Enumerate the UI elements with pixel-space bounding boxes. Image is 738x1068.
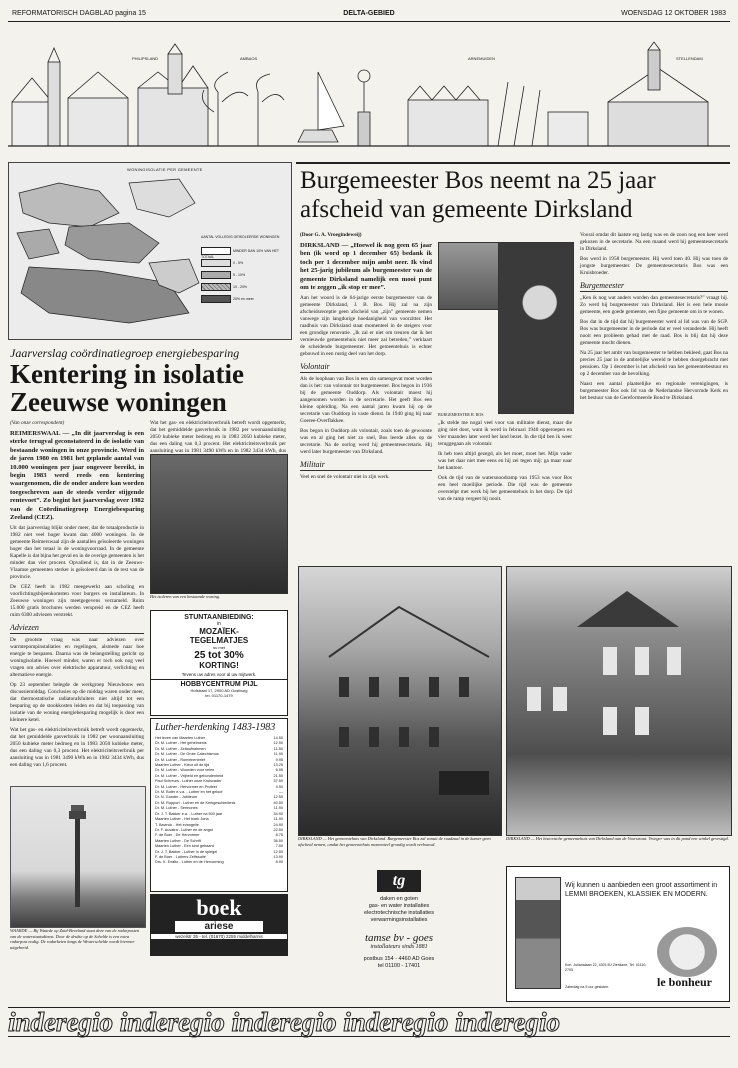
ad-text: TEGELMATJES [189, 636, 249, 645]
article-paragraph: „Ken ik nog wat anders worden dan gemeentesecretaris?” vraagt hij. Zo werd hij burgemeester van Dirksland. Het is een hele mooie gemeente, een goede gemeente, een fijne gemeente om in te wonen. [580, 295, 728, 315]
book-price: 40.50 [273, 800, 283, 805]
article-subhead: Burgemeester [580, 281, 728, 292]
legend-swatch [201, 247, 231, 255]
book-list [151, 736, 287, 866]
article-paragraph: De grootste vraag was naar adviezen over warmtepompinstallaties en regelingen, alsmede naar hoe energie te besparen. Daarna was de belangstelling gericht op woningisolatie. Hoewel minder, waren er toch ook nog veel vragen om advies over elektrische apparatuur, verlichting en alternatieve energie. [10, 637, 144, 679]
book-price: 11.90 [273, 806, 283, 811]
legend-item: 0 - 5% [233, 260, 244, 265]
radar-tower-photo [10, 786, 146, 928]
article-credit: (Door G. A. Vroegindeweij) [300, 232, 362, 238]
book-price: 37.50 [273, 779, 283, 784]
isolation-map [8, 162, 292, 340]
ad-tagline: installateurs sinds 1881 [370, 944, 428, 950]
article-paragraph: Ook de tijd van de watersnoodramp van 1953 was voor Bos een heel moeilijke periode. Die tijd was de gemeente overstelpt met werk bij het gemeentehuis in het dorp. De tijd van de ramp vergeet hij nooit. [438, 475, 572, 502]
historic-building-drawing [507, 567, 731, 835]
tower-drawing [11, 787, 145, 927]
article-paragraph: Bos werd in 1958 burgemeester. Hij werd toen 40. Hij was toen de jongste burgemeester. De gemeentesecretaris Bos was een Kruisbroeder. [580, 256, 728, 276]
book-title: Dr. M. Luther - De Grote Catechismus [155, 752, 219, 757]
ad-tamse [300, 866, 498, 1000]
book-price: 12.50 [273, 849, 283, 854]
article-paragraph: „Ik stelde me nogal veel voor van militaire dienst, maar die ging niet door, want ik werd in februari 1940 opgeroepen en vier maanden later werd het land bezet. In die tijd ben ik weer teruggegaan als volontair. [438, 420, 572, 447]
book-title: Dr. M. Luther - Woorden voor velen [155, 768, 215, 773]
legend-swatch [201, 295, 231, 303]
ad-text: Tevens uw adres voor al uw mijtwerk. [181, 672, 257, 677]
book-title: Dr. M. Luther - Vrijheid en gebondenheid [155, 773, 224, 778]
article-paragraph: Wat het gas- en elektriciteitsverbruik betreft wordt opgemerkt, dat het gemiddelde gasverbruik in 1982 per woonaansluiting 2050 kubieke meter bedroeg en in 1983 2050 kubieke meter, dus een daling van 0,3 procent. Het elektriciteitsverbruik per aansluiting was in 1981 3490 kWh en in 1982 3434 kWh, dus een daling van 1,6 procent. [10, 727, 144, 769]
insulation-photo [150, 454, 288, 594]
header-left: REFORMATORISCH DAGBLAD pagina 15 [12, 10, 146, 17]
ad-le-bonheur [506, 866, 730, 1002]
banner-label: AMBAOS [240, 56, 258, 61]
right-headline: Burgemeester Bos neemt na 25 jaar afscheid van gemeente Dirksland [300, 167, 656, 223]
ad-hobbycentrum-pijl [150, 610, 288, 716]
book-title: F. de Boer - De Hervormer [155, 833, 200, 838]
book-price: 11.50 [273, 746, 283, 751]
book-title: Maarten Luther - Kleur uit de tijd [155, 763, 210, 768]
legend-item: 5 - 10% [233, 272, 246, 277]
ad-phone: tel. 01170-1479 [205, 693, 233, 698]
ad-text: MOZAÏEK- [199, 627, 239, 636]
book-price: 36.50 [273, 838, 283, 843]
ad-name: ariese [175, 921, 263, 932]
right-col1 [300, 232, 432, 562]
banner-label: STELLENDAM [676, 56, 703, 61]
article-paragraph: Aan het woord is de 64-jarige eerste burgemeester van de gemeente Dirksland, J. B. Bos. Hij zal na zijn afscheidsreceptie geen afscheid van „zijn” gemeente nemen vanwege zijn langdurige hoedanigheid van voorzitter. Het raadhuis van Dirksland staat momenteel in de steigers voor een grondige renovatie. „Ik zal er niet om treuren dat ik het vernieuwde gemeentehuis niet meer zal betreden,” verklaart de scheidende burgemeester. Het gemeentehuis is echter gebouwd in een rustig deel van het dorp. [300, 295, 432, 358]
banner-label: PHILIPSLAND [132, 56, 159, 61]
book-price: 12.50 [273, 795, 283, 800]
ad-text: KORTING! [199, 661, 239, 670]
article-paragraph: Bos dat in de tijd dat hij burgemeester werd al lid was van de SGP. Bos was burgemeester in de periode dat er veel veranderde. Hij heeft nooit een probleem gehad met de raad. Bos is blij dat hij deze gemeente mocht dienen. [580, 319, 728, 346]
book-title: Dr. M. Rupport - Luther en de Kerkgeschiedenis [155, 800, 236, 805]
tamse-logo: tg [377, 870, 421, 892]
historic-building-photo [506, 566, 732, 836]
book-price: 4.90 [275, 784, 283, 789]
book-title: Dr. N. Gunder - Jubileum [155, 795, 197, 800]
ad-discount: 25 tot 30% [194, 650, 244, 661]
ad-name: le bonheur [657, 975, 713, 989]
article-subhead: Volontair [300, 362, 432, 373]
ad-boek-ariese [150, 894, 288, 956]
ad-address: Hofstraat 17, 2900 AD Oostburg [190, 688, 248, 693]
article-headline: Kentering in isolatie Zeeuwse woningen [10, 359, 244, 417]
mayor-portrait [498, 242, 574, 414]
book-list-item [155, 860, 283, 865]
article-lead: DIRKSLAND — „Hoewel ik nog geen 65 jaar ben (ik word op 1 december 65) bedank ik toch per 1 december mijn ambt neer. Ik vind het 25-jarig jubileum als burgemeester van de gemeente Dirksland namelijk een mooi punt om te zeggen „ik stop er mee”. [300, 242, 432, 292]
ad-title: Luther-herdenking 1483-1983 [155, 722, 276, 733]
book-title: Dr. J. T. Bakker e.a. - Luther na 500 jaar [155, 811, 223, 816]
ad-name: tamse bv - goes [364, 932, 434, 944]
legend-item: 10 - 20% [233, 284, 248, 289]
article-paragraph: Veel en snel de volontair niet in zijn werk. [300, 474, 390, 481]
book-title: Drs. K. Exalto - Luther en de Hervorming [155, 860, 224, 865]
legend-swatch [201, 259, 231, 267]
book-title: F. de Boer - Luthers Zelfstudie [155, 854, 206, 859]
ad-text: nu met [212, 645, 226, 650]
book-price: 34.90 [273, 811, 283, 816]
ad-address: Kon. Julianalaan 22, 4301 BJ Zierikzee, Tel. 01110-2705 [565, 963, 647, 972]
article-subhead: Adviezen [10, 623, 144, 634]
article-paragraph: Naast een aantal plaatselijke en regionale verenigingen, is burgemeester Bos ook lid van de Nederlandse Hervormde Kerk en het bestuur van de Gereformeerde Bond te Dirksland. [580, 381, 728, 401]
article-subhead: Militair [300, 460, 432, 471]
footer-banner: inderegio inderegio inderegio inderegio inderegio [8, 1007, 730, 1037]
book-price: 21.50 [273, 773, 283, 778]
book-price: 22.50 [273, 827, 283, 832]
ad-text: in [217, 621, 221, 627]
map-title: WONINGISOLATIE PER GEMEENTE [127, 167, 203, 172]
book-price: 11.90 [273, 817, 283, 822]
book-price: 12.90 [273, 741, 283, 746]
book-title: Dr. M. Luther - Het geheimenis [155, 741, 207, 746]
article-kicker: Jaarverslag coördinatiegroep energiebesparing [10, 346, 240, 360]
book-title: Paul Schreurs - Luther onze Kruisvader [155, 779, 222, 784]
right-col2 [438, 420, 572, 560]
right-col3 [580, 232, 728, 562]
book-title: Dr. F. Auvatra - Luther en de angst [155, 827, 213, 832]
book-price: 6.95 [275, 768, 283, 773]
townhall-drawing [299, 567, 501, 835]
townhall-caption: DIRKSLAND — Het gemeentehuis van Dirksland. Burgemeester Bos zal vanuit de raadzaal in de kamer geen afscheid nemen, omdat het gemeentehuis momenteel grondig wordt verbouwd. [298, 836, 491, 847]
child-photo [515, 877, 561, 989]
book-title: Dr. M. Luther - Hervormer en Profeet [155, 784, 217, 789]
book-title: Dr. M. Luther - Zeitaufnahmen [155, 746, 206, 751]
right-article-rule [296, 162, 730, 164]
ad-note: Zaterdag na 5 uur gesloten. [565, 985, 610, 989]
legend-swatch [201, 283, 231, 291]
book-price: 11.90 [273, 752, 283, 757]
book-title: Het leven van Maarten Luther [155, 736, 206, 740]
townhall-photo [298, 566, 502, 836]
ad-name: HOBBYCENTRUM PIJL [151, 679, 287, 688]
tower-caption: WAARDE — Bij Waarde op Zuid-Beveland staat deze van de radarposten van de waterstaatsdienst. Door de drukte op de Schelde is een extra radarpost nodig. De radarketen langs de Westerschelde wordt hiermee uitgebreid. [10, 928, 140, 950]
building-caption: DIRKSLAND — Het historische gemeentehuis van Dirksland aan de Voorstraat. Vroeger was in dit pand een winkel gevestigd. [506, 836, 729, 841]
book-title: Dr. M. Luther - Romeinenbrief [155, 757, 206, 762]
book-price: 8.90 [275, 860, 283, 865]
banner-label: ARNEMUIDEN [468, 56, 495, 61]
article-paragraph: Wat het gas- en elektriciteitsverbruik betreft wordt opgemerkt, dat het gemiddelde gasverbruik in 1982 per woonaansluiting 2050 kubieke meter bedroeg en in 1983 2050 kubieke meter, dus een daling van 0,3 procent. Het elektriciteitsverbruik per aansluiting was in 1981 3490 kWh en in 1982 3434 kWh, dus [150, 420, 286, 454]
book-title: Dr. M. Buter e.v.a. - Luther en het geloof [155, 790, 223, 795]
book-price: 24.90 [273, 822, 283, 827]
book-title: Maarten Luther - De Schrift [155, 838, 201, 843]
legend-item: 20% en meer [233, 296, 254, 301]
banner-illustration [8, 42, 730, 150]
ad-luther-herdenking [150, 718, 288, 892]
ad-services: daken en goten gas- en water installaties electrotechnische installaties verwarmingsinstallaties [363, 896, 434, 923]
header-date: WOENSDAG 12 OKTOBER 1983 [621, 10, 726, 17]
banner-drawing [8, 42, 730, 150]
left-article-col2 [150, 420, 286, 452]
book-title: Maarten Luther - Het boek Jona [155, 817, 209, 822]
header-rule [8, 21, 730, 22]
legend-item: MINDER DAN 10% VAN HET TOTAAL [201, 248, 279, 259]
portrait-caption: BURGEMEESTER H. BOS [438, 412, 484, 417]
book-title: Dr. M. Luther - Sermones [155, 806, 198, 811]
ad-address: postbus 154 - 4460 AD Goes tel 01100 - 17401 [363, 956, 435, 969]
book-price: 8.75 [275, 833, 283, 838]
article-paragraph: Na 25 jaar het ambt van burgemeester te hebben bekleed, gaat Bos na precies 25 jaar in de ambtelijke wereld te hebben doorgebracht met pensioen. Op 1 december is het afscheid van het gemeentebestuur en op 2 december van de bevolking. [580, 350, 728, 377]
book-price: 7.50 [275, 844, 283, 849]
girl-drawing [657, 927, 717, 977]
legend-swatch [201, 271, 231, 279]
book-price: 13.25 [273, 763, 283, 768]
book-title: T. Bavinck - Het evangelie [155, 822, 199, 827]
article-paragraph: Als de loopbaan van Bos in een zin samengevat moet worden dan is het: van volontair tot burgemeester. Bos begon in 1936 bij de gemeente Ouddorp. Als volontair moest hij aangenomen worden in de secretarie. Het geeft Bos een kleine opleiding. Na een aantal jaren kwam hij op de secretarie van Ouddorp in vaste dienst. In 1940 ging hij naar Goeree-Overflakkee. [300, 376, 432, 425]
book-title: Maarten Luther - Een kind gebaard [155, 844, 214, 849]
map-legend-title: AANTAL VOLLEDIG GEÏSOLEERDE WONINGEN [201, 235, 280, 239]
book-price: 9.95 [275, 757, 283, 762]
wedding-photo [438, 242, 500, 310]
ad-name: boek [196, 895, 242, 920]
book-price: 14.50 [273, 736, 283, 740]
article-paragraph: Uit dat jaarverslag blijkt onder meer, dat de totaalproductie in 1982 niet veel hoger kwam dan 4000 woningen. In de gemeente Reimerswaal zijn de aantallen geïsoleerde woningen hoger dan het totaal in de woningvoorraad. In de gemeente Kapelle is dat bijna het geval en in de overige gemeenten is het minder dan vier procent. Opvallend is, dat in de Zeeuws-Vlaamse gemeenten sterker is geïsoleerd dan in de rest van de provincie. [10, 525, 144, 581]
book-price: — [279, 790, 283, 795]
ad-address: wezelstr 35 - tel. (01670) 2255 middelharnis [151, 934, 287, 939]
article-paragraph: De CEZ heeft in 1982 meegewerkt aan scholing en voorlichtingsbijeenkomsten voor burgers en installateurs. In Zeeuwse woningen zijn meetgegevens verzameld. Ruim 15.000 gratis brochures werden verspreid en de CEZ heeft ruim 6300 adviezen verstrekt. [10, 584, 144, 619]
ad-heading: STUNTAANBIEDING: [184, 614, 254, 621]
ad-text: Wij kunnen u aanbieden een groot assortiment in LEMMI BROEKEN, KLASSIEK EN MODERN. [565, 882, 718, 898]
article-paragraph: Vooral omdat dit laatste erg lastig was en de zoon nog een keer werd gekozen in de secretarie. Na een maand werd hij gemeentesecretaris in Dirksland. [580, 232, 728, 252]
article-paragraph: Ik heb toen altijd gezegd, als het moet, moet het. Mijn vader was het daar niet mee eens en hij zei tegen mij: ga maar naar het kantoor. [438, 451, 572, 471]
book-title: Dr. J. T. Bakker - Luther in de spiegel [155, 849, 218, 854]
article-lead: REIMERSWAAL — „In dit jaarverslag is een sterke terugval geconstateerd in de isolatie van bestaande woningen in onze provincie. Werd in de jaren 1980 en 1981 het geplande aantal van 10.000 woningen per jaar ongeveer bereikt, in begin 1983 werd reeds een kentering waargenomen, die de onder andere kan worden toegeschreven aan de steeds verder stijgende rentevoet”. Zo begint het jaarverslag over 1982 van de Coördinatiegroep Energiebesparing Zeeland (CEZ). [10, 430, 144, 522]
article-credit: (Van onze correspondent) [10, 420, 65, 426]
article-paragraph: Op 23 september belegde de werkgroep Nieuwbouw een discussiemiddag. Conclusies op die middag waren onder meer, dat thermostatische radiatorafsluiters niet altijd tot een besparing op de stookkosten leiden en dat bij toepassing van isolatie van de woning energiebesparing mogelijk is door een kleinere ketel. [10, 682, 144, 724]
book-price: 13.90 [273, 854, 283, 859]
article-paragraph: Bos begon in Ouddorp als volontair, zoals toen de gewoonte was en al ging het niet zo snel, Bos leerde alles op de secretarie. Na de oorlog werd hij gemeentesecretaris. Hij werd later burgemeester van Dirksland. [300, 428, 432, 456]
page-header [8, 8, 730, 36]
photo-caption: Het isoleren van een bestaande woning. [150, 594, 221, 599]
header-section: DELTA-GEBIED [343, 10, 395, 17]
